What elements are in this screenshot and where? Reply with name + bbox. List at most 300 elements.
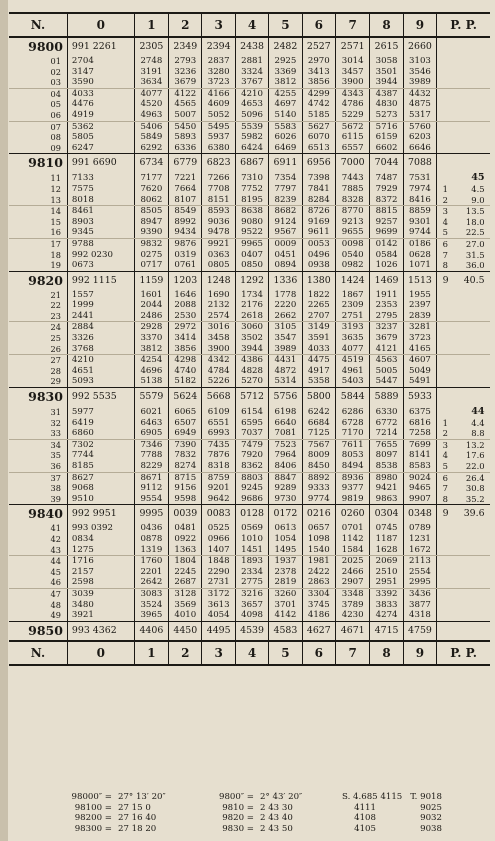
mantissa-base-cell: 7575 <box>67 184 134 195</box>
mantissa-cell: 3392 <box>370 588 403 599</box>
mantissa-cell: 4254 <box>134 355 168 366</box>
row-number: 03 <box>9 77 67 88</box>
mantissa-cell: 3900 <box>335 77 369 88</box>
table-row <box>9 110 490 121</box>
mantissa-cell: 8803 <box>235 472 268 483</box>
mantissa-cell: 2618 <box>235 311 268 322</box>
mantissa-cell: 3856 <box>169 344 202 355</box>
mantissa-cell: 4299 <box>302 88 335 99</box>
mantissa-cell: 3501 <box>370 67 403 78</box>
mantissa-cell: 3877 <box>403 600 436 611</box>
mantissa-cell: 7620 <box>134 184 168 195</box>
mantissa-cell: 0275 <box>134 250 168 261</box>
mantissa-base-cell: 5362 <box>67 121 134 132</box>
mantissa-base-cell: 2704 <box>67 56 134 67</box>
row-number: 28 <box>9 366 67 377</box>
mantissa-cell: 5672 <box>335 121 369 132</box>
table-row <box>9 238 490 249</box>
mantissa-cell: 4298 <box>169 355 202 366</box>
row-number: 9830 <box>9 388 67 407</box>
mantissa-cell: 3502 <box>235 333 268 344</box>
row-number: 36 <box>9 461 67 472</box>
row-number: 49 <box>9 610 67 621</box>
mantissa-cell: 1424 <box>335 271 369 290</box>
mantissa-cell: 2349 <box>169 37 202 56</box>
mantissa-cell: 5049 <box>403 366 436 377</box>
mantissa-cell: 2571 <box>335 37 369 56</box>
footer-value: T. 9018 <box>410 792 442 802</box>
mantissa-cell: 6109 <box>202 406 235 418</box>
mantissa-base-cell: 4033 <box>67 88 134 99</box>
mantissa-cell: 4342 <box>202 355 235 366</box>
pp-entry <box>437 250 490 261</box>
mantissa-cell: 9567 <box>269 227 302 238</box>
mantissa-cell: 7346 <box>134 439 168 450</box>
mantissa-cell: 9289 <box>269 483 302 494</box>
mantissa-cell: 9301 <box>403 217 436 228</box>
mantissa-cell: 8583 <box>403 461 436 472</box>
mantissa-cell: 1778 <box>269 290 302 301</box>
mantissa-cell: 6513 <box>302 143 335 154</box>
mantissa-cell: 8770 <box>335 206 369 217</box>
mantissa-cell: 4583 <box>269 621 302 641</box>
mantissa-cell: 1760 <box>134 556 168 567</box>
mantissa-base-cell: 3039 <box>67 588 134 599</box>
mantissa-cell: 6507 <box>169 418 202 429</box>
mantissa-cell: 1646 <box>169 290 202 301</box>
mantissa-cell: 4166 <box>202 88 235 99</box>
table-row <box>9 227 490 238</box>
mantissa-cell: 1071 <box>403 260 436 271</box>
mantissa-cell: 3236 <box>169 67 202 78</box>
mantissa-cell: 0894 <box>269 260 302 271</box>
mantissa-cell: 4786 <box>335 99 369 110</box>
table-row <box>9 271 490 290</box>
proportional-parts-cell <box>437 461 490 472</box>
table-row <box>9 600 490 611</box>
mantissa-cell: 5270 <box>235 376 268 387</box>
mantissa-cell: 6684 <box>302 418 335 429</box>
mantissa-cell: 9744 <box>403 227 436 238</box>
column-header-digit: 0 <box>67 13 134 37</box>
mantissa-cell: 8947 <box>134 217 168 228</box>
mantissa-cell: 3413 <box>302 67 335 78</box>
pp-value: 9.0 <box>471 194 485 205</box>
mantissa-base-cell: 992 0230 <box>67 250 134 261</box>
proportional-parts-cell <box>437 206 490 217</box>
mantissa-cell: 5716 <box>370 121 403 132</box>
pp-entry <box>437 184 490 195</box>
mantissa-cell: 6070 <box>302 132 335 143</box>
mantissa-cell: 4077 <box>335 344 369 355</box>
mantissa-base-cell: 4210 <box>67 355 134 366</box>
mantissa-cell: 2305 <box>134 37 168 56</box>
mantissa-cell: 4142 <box>269 610 302 621</box>
mantissa-cell: 2863 <box>302 577 335 588</box>
mantissa-cell: 9863 <box>370 494 403 505</box>
mantissa-cell: 7479 <box>235 439 268 450</box>
mantissa-cell: 8318 <box>202 461 235 472</box>
mantissa-cell: 2510 <box>370 567 403 578</box>
mantissa-cell: 1451 <box>235 545 268 556</box>
mantissa-cell: 5358 <box>302 376 335 387</box>
mantissa-cell: 5583 <box>269 121 302 132</box>
pp-entry <box>437 227 490 238</box>
mantissa-cell: 3103 <box>403 56 436 67</box>
mantissa-cell: 3613 <box>202 600 235 611</box>
mantissa-cell: 3280 <box>202 67 235 78</box>
proportional-parts-cell <box>437 621 490 641</box>
proportional-parts-cell <box>437 77 490 88</box>
mantissa-base-cell: 2598 <box>67 577 134 588</box>
mantissa-cell: 4432 <box>403 88 436 99</box>
mantissa-cell: 1469 <box>370 271 403 290</box>
column-header-digit: 1 <box>134 641 168 665</box>
mantissa-cell: 4872 <box>269 366 302 377</box>
proportional-parts-cell <box>437 132 490 143</box>
mantissa-cell: 4077 <box>134 88 168 99</box>
mantissa-cell: 0348 <box>403 505 436 524</box>
mantissa-cell: 8284 <box>302 195 335 206</box>
mantissa-cell: 9611 <box>302 227 335 238</box>
footer-value: 4108 <box>354 813 376 823</box>
table-row <box>9 523 490 534</box>
proportional-parts-cell <box>437 567 490 578</box>
mantissa-cell: 2466 <box>335 567 369 578</box>
mantissa-cell: 6463 <box>134 418 168 429</box>
column-header-digit: 0 <box>67 641 134 665</box>
footer-value: 27 18 20 <box>118 823 157 834</box>
mantissa-cell: 9819 <box>335 494 369 505</box>
mantissa-cell: 2527 <box>302 37 335 56</box>
mantissa-cell: 6905 <box>134 428 168 439</box>
mantissa-base-cell: 3768 <box>67 344 134 355</box>
proportional-parts-cell <box>437 505 490 524</box>
pp-entry <box>437 428 490 439</box>
row-number: 14 <box>9 206 67 217</box>
mantissa-cell: 1319 <box>134 545 168 556</box>
mantissa-cell: 1893 <box>235 556 268 567</box>
mantissa-cell: 7920 <box>235 450 268 461</box>
mantissa-cell: 3457 <box>335 67 369 78</box>
mantissa-cell: 6779 <box>169 154 202 173</box>
mantissa-cell: 2486 <box>134 311 168 322</box>
mantissa-cell: 4495 <box>202 621 235 641</box>
table-row <box>9 556 490 567</box>
proportional-parts-cell <box>437 610 490 621</box>
table-row <box>9 344 490 355</box>
mantissa-cell: 6021 <box>134 406 168 418</box>
mantissa-cell: 7708 <box>202 184 235 195</box>
footer-value: 9830 = <box>222 823 254 834</box>
table-body <box>9 37 490 641</box>
mantissa-cell: 3060 <box>235 322 268 333</box>
mantissa-cell: 3193 <box>335 322 369 333</box>
mantissa-cell: 2662 <box>269 311 302 322</box>
mantissa-cell: 7841 <box>302 184 335 195</box>
mantissa-cell: 6646 <box>403 143 436 154</box>
mantissa-cell: 0613 <box>269 523 302 534</box>
mantissa-cell: 6557 <box>335 143 369 154</box>
mantissa-cell: 6734 <box>134 154 168 173</box>
table-row <box>9 88 490 99</box>
mantissa-cell: 9201 <box>202 483 235 494</box>
proportional-parts-cell <box>437 99 490 110</box>
mantissa-cell: 7655 <box>370 439 403 450</box>
pp-entry <box>437 473 490 484</box>
proportional-parts-cell <box>437 195 490 206</box>
mantissa-cell: 0805 <box>202 260 235 271</box>
mantissa-cell: 0922 <box>169 534 202 545</box>
mantissa-cell: 9478 <box>202 227 235 238</box>
mantissa-cell: 5450 <box>169 121 202 132</box>
mantissa-cell: 6380 <box>202 143 235 154</box>
column-header-n: N. <box>9 641 67 665</box>
mantissa-cell: 7531 <box>403 172 436 184</box>
mantissa-base-cell: 5977 <box>67 406 134 418</box>
footer-value: 2° 43′ 20″ <box>260 792 303 802</box>
row-number: 27 <box>9 355 67 366</box>
mantissa-cell: 5627 <box>302 121 335 132</box>
mantissa-base-cell: 1716 <box>67 556 134 567</box>
mantissa-cell: 7443 <box>335 172 369 184</box>
footer-value: 98100 = <box>74 802 112 813</box>
table-row <box>9 439 490 450</box>
column-header-pp: P. P. <box>437 641 490 665</box>
mantissa-cell: 1734 <box>235 290 268 301</box>
mantissa-cell: 3348 <box>335 588 369 599</box>
mantissa-cell: 1513 <box>403 271 436 290</box>
mantissa-base-cell: 7133 <box>67 172 134 184</box>
mantissa-cell: 8759 <box>202 472 235 483</box>
mantissa-cell: 3789 <box>335 600 369 611</box>
mantissa-cell: 0319 <box>169 250 202 261</box>
mantissa-base-cell: 9345 <box>67 227 134 238</box>
mantissa-cell: 1601 <box>134 290 168 301</box>
mantissa-cell: 2069 <box>370 556 403 567</box>
mantissa-cell: 5756 <box>269 388 302 407</box>
proportional-parts-cell <box>437 110 490 121</box>
column-header-digit: 5 <box>269 13 302 37</box>
mantissa-cell: 5495 <box>202 121 235 132</box>
mantissa-base-cell: 991 6690 <box>67 154 134 173</box>
row-number: 24 <box>9 322 67 333</box>
pp-value: 22.5 <box>465 227 485 238</box>
mantissa-cell: 3679 <box>169 77 202 88</box>
mantissa-cell: 0540 <box>335 250 369 261</box>
mantissa-cell: 4609 <box>202 99 235 110</box>
mantissa-cell: 2265 <box>302 300 335 311</box>
mantissa-cell: 1690 <box>202 290 235 301</box>
mantissa-cell: 9686 <box>235 494 268 505</box>
column-header-pp: P. P. <box>437 13 490 37</box>
mantissa-cell: 3634 <box>134 77 168 88</box>
mantissa-cell: 3369 <box>269 67 302 78</box>
table-row <box>9 300 490 311</box>
mantissa-cell: 2881 <box>235 56 268 67</box>
mantissa-cell: 7221 <box>169 172 202 184</box>
proportional-parts-cell <box>437 56 490 67</box>
proportional-parts-cell <box>437 311 490 322</box>
mantissa-cell: 9699 <box>370 227 403 238</box>
row-number: 01 <box>9 56 67 67</box>
pp-value: 26.4 <box>465 472 485 483</box>
mantissa-cell: 4563 <box>370 355 403 366</box>
mantissa-cell: 5052 <box>202 110 235 121</box>
table-row <box>9 621 490 641</box>
mantissa-cell: 8593 <box>202 206 235 217</box>
row-number: 11 <box>9 172 67 184</box>
footer-value: 27 15 0 <box>118 802 151 813</box>
mantissa-base-cell: 3326 <box>67 333 134 344</box>
mantissa-cell: 7929 <box>370 184 403 195</box>
mantissa-cell: 8107 <box>169 195 202 206</box>
mantissa-cell: 3745 <box>302 600 335 611</box>
row-number: 33 <box>9 428 67 439</box>
mantissa-cell: 2795 <box>370 311 403 322</box>
row-number: 9800 <box>9 37 67 56</box>
mantissa-cell: 1937 <box>269 556 302 567</box>
mantissa-cell: 8715 <box>169 472 202 483</box>
mantissa-base-cell: 992 5535 <box>67 388 134 407</box>
mantissa-cell: 4033 <box>302 344 335 355</box>
mantissa-cell: 3657 <box>235 600 268 611</box>
proportional-parts-cell <box>437 238 490 249</box>
mantissa-base-cell: 9510 <box>67 494 134 505</box>
table-row <box>9 217 490 228</box>
pp-multiplier: 4 <box>442 450 448 461</box>
pp-multiplier: 9 <box>442 274 449 286</box>
mantissa-cell: 9774 <box>302 494 335 505</box>
footer-value: 98300 = <box>74 823 112 834</box>
mantissa-cell: 3723 <box>403 333 436 344</box>
pp-value: 45 <box>471 172 485 184</box>
mantissa-cell: 0407 <box>235 250 268 261</box>
pp-value: 13.5 <box>465 206 485 217</box>
proportional-parts-cell <box>437 556 490 567</box>
mantissa-cell: 4431 <box>269 355 302 366</box>
mantissa-cell: 0878 <box>134 534 168 545</box>
table-row <box>9 322 490 333</box>
mantissa-cell: 1159 <box>134 271 168 290</box>
mantissa-cell: 9390 <box>134 227 168 238</box>
table-row <box>9 461 490 472</box>
mantissa-cell: 9245 <box>235 483 268 494</box>
mantissa-cell: 6292 <box>134 143 168 154</box>
pp-multiplier: 7 <box>442 483 448 494</box>
table-row <box>9 577 490 588</box>
proportional-parts-cell <box>437 428 490 439</box>
mantissa-cell: 3014 <box>335 56 369 67</box>
row-number: 21 <box>9 290 67 301</box>
mantissa-cell: 5712 <box>235 388 268 407</box>
proportional-parts-cell <box>437 483 490 494</box>
mantissa-cell: 1142 <box>335 534 369 545</box>
mantissa-cell: 3989 <box>403 77 436 88</box>
pp-entry <box>437 406 490 418</box>
mantissa-cell: 3524 <box>134 600 168 611</box>
mantissa-cell: 0009 <box>269 238 302 249</box>
pp-entry <box>437 217 490 228</box>
mantissa-cell: 8416 <box>403 195 436 206</box>
mantissa-cell: 7266 <box>202 172 235 184</box>
table-row <box>9 534 490 545</box>
pp-value: 39.6 <box>463 508 485 520</box>
mantissa-base-cell: 993 4362 <box>67 621 134 641</box>
mantissa-cell: 2574 <box>202 311 235 322</box>
mantissa-base-cell: 6860 <box>67 428 134 439</box>
proportional-parts-cell <box>437 344 490 355</box>
mantissa-cell: 9921 <box>202 238 235 249</box>
mantissa-cell: 4098 <box>235 610 268 621</box>
pp-entry <box>437 172 490 184</box>
mantissa-cell: 4230 <box>335 610 369 621</box>
mantissa-cell: 2422 <box>302 567 335 578</box>
proportional-parts-cell <box>437 355 490 366</box>
mantissa-cell: 2309 <box>335 300 369 311</box>
mantissa-cell: 5096 <box>235 110 268 121</box>
row-number: 15 <box>9 217 67 228</box>
mantissa-cell: 9598 <box>169 494 202 505</box>
pp-value: 22.0 <box>465 461 485 471</box>
proportional-parts-cell <box>437 545 490 556</box>
mantissa-cell: 9995 <box>134 505 168 524</box>
mantissa-cell: 6026 <box>269 132 302 143</box>
footer-line <box>30 792 490 803</box>
mantissa-cell: 3016 <box>202 322 235 333</box>
mantissa-cell: 8274 <box>169 461 202 472</box>
mantissa-cell: 2837 <box>202 56 235 67</box>
pp-value: 17.6 <box>465 450 485 461</box>
mantissa-cell: 5849 <box>134 132 168 143</box>
mantissa-cell: 3414 <box>169 333 202 344</box>
mantissa-cell: 4742 <box>302 99 335 110</box>
row-number: 19 <box>9 260 67 271</box>
pp-value: 30.8 <box>465 483 485 494</box>
mantissa-cell: 3569 <box>169 600 202 611</box>
pp-value: 13.2 <box>465 439 485 450</box>
table-row <box>9 77 490 88</box>
mantissa-base-cell: 4476 <box>67 99 134 110</box>
table-row <box>9 418 490 429</box>
mantissa-base-cell: 1557 <box>67 290 134 301</box>
mantissa-base-cell: 5805 <box>67 132 134 143</box>
proportional-parts-cell <box>437 250 490 261</box>
row-number: 35 <box>9 450 67 461</box>
mantissa-cell: 5140 <box>269 110 302 121</box>
mantissa-cell: 0745 <box>370 523 403 534</box>
table-row <box>9 206 490 217</box>
mantissa-cell: 1981 <box>302 556 335 567</box>
mantissa-cell: 7876 <box>202 450 235 461</box>
mantissa-cell: 9377 <box>335 483 369 494</box>
mantissa-base-cell: 1275 <box>67 545 134 556</box>
proportional-parts-cell <box>437 376 490 387</box>
mantissa-cell: 4165 <box>403 344 436 355</box>
proportional-parts-cell <box>437 494 490 505</box>
mantissa-cell: 0053 <box>302 238 335 249</box>
mantissa-cell: 2438 <box>235 37 268 56</box>
mantissa-cell: 4122 <box>169 88 202 99</box>
mantissa-cell: 8151 <box>202 195 235 206</box>
mantissa-cell: 2775 <box>235 577 268 588</box>
mantissa-cell: 4875 <box>403 99 436 110</box>
mantissa-cell: 8372 <box>370 195 403 206</box>
mantissa-cell: 1955 <box>403 290 436 301</box>
mantissa-cell: 8859 <box>403 206 436 217</box>
footer-value: 4105 <box>354 823 376 834</box>
row-number: 37 <box>9 472 67 483</box>
